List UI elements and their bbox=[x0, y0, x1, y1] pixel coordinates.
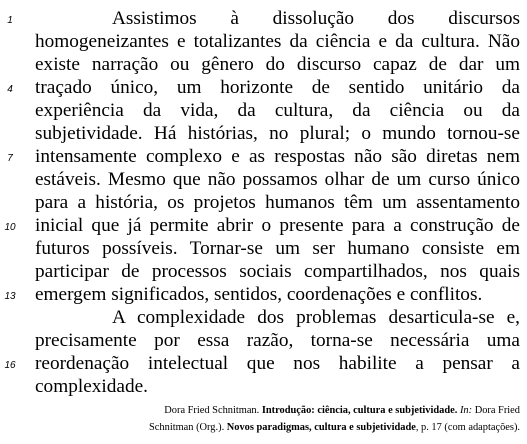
text-line-11: futuros possíveis. Tornar-se um ser humano consiste em bbox=[35, 238, 520, 259]
line-number-1: 1 bbox=[7, 15, 13, 26]
text-line-14: A complexidade dos problemas desarticula-se e, bbox=[112, 307, 520, 328]
text-line-17: complexidade. bbox=[35, 376, 148, 397]
text-line-5: experiência da vida, da cultura, da ciência ou da bbox=[35, 100, 520, 121]
text-line-12: participar de processos sociais compartilhados, nos quais bbox=[35, 261, 520, 282]
line-number-7: 7 bbox=[7, 153, 13, 164]
citation-rest: , p. 17 (com adaptações). bbox=[415, 422, 520, 433]
line-number-10: 10 bbox=[4, 222, 16, 233]
citation-chapter: Introdução: ciência, cultura e subjetividade. bbox=[261, 405, 458, 416]
text-line-7: intensamente complexo e as respostas não são diretas nem bbox=[35, 146, 520, 167]
text-line-10: inicial que já permite abrir o presente para a construção de bbox=[35, 215, 520, 236]
citation-line-2 bbox=[80, 419, 520, 436]
citation-book: Novos paradigmas, cultura e subjetividade bbox=[226, 422, 416, 433]
line-number-13: 13 bbox=[4, 291, 16, 302]
text-line-13: emergem significados, sentidos, coordenações e conflitos. bbox=[35, 284, 483, 305]
text-line-9: para a história, os projetos humanos têm um assentamento bbox=[35, 192, 520, 213]
text-line-16: reordenação intelectual que nos habilite a pensar a bbox=[35, 353, 520, 374]
text-line-1: Assistimos à dissolução dos discursos bbox=[112, 8, 520, 29]
citation-editor-rest: Schnitman (Org.). bbox=[149, 422, 225, 433]
text-line-4: traçado único, um horizonte de sentido unitário da bbox=[35, 77, 520, 98]
line-number-16: 16 bbox=[4, 360, 16, 371]
line-number-4: 4 bbox=[7, 84, 13, 95]
text-line-3: existe narração ou gênero do discurso capaz de dar um bbox=[35, 54, 520, 75]
citation-editor-first: Dora Fried bbox=[474, 405, 520, 416]
text-line-8: estáveis. Mesmo que não possamos olhar de um curso único bbox=[35, 169, 520, 190]
text-line-15: precisamente por essa razão, torna-se necessária uma bbox=[35, 330, 520, 351]
citation-line-1 bbox=[80, 402, 520, 419]
citation-in: In: bbox=[459, 405, 473, 416]
text-line-2: homogeneizantes e totalizantes da ciência e da cultura. Não bbox=[35, 31, 520, 52]
citation-author: Dora Fried Schnitman. bbox=[164, 405, 260, 416]
text-line-6: subjetividade. Há histórias, no plural; o mundo tornou-se bbox=[35, 123, 520, 144]
